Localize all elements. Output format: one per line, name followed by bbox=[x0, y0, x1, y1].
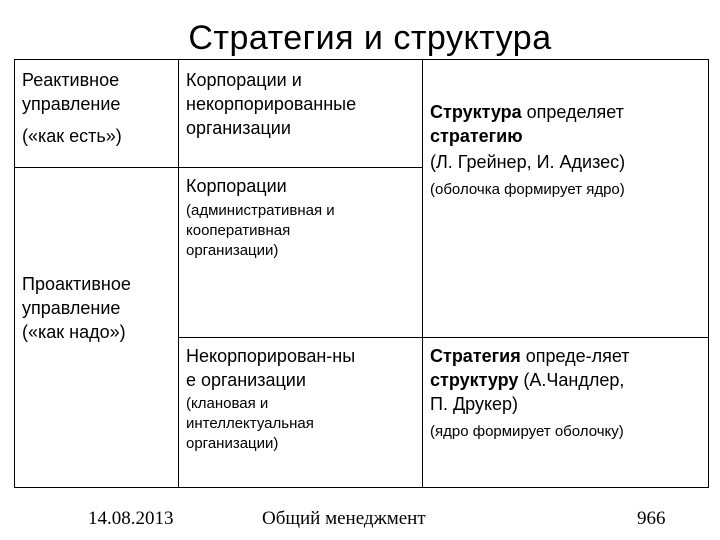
corp-noncorp-line-1: Корпорации и bbox=[186, 70, 302, 90]
structure-line-2 bbox=[430, 124, 701, 148]
corp-noncorp-line-2: некорпорированные bbox=[186, 94, 357, 114]
cell-noncorporate bbox=[179, 338, 423, 488]
table-row bbox=[15, 60, 709, 168]
corporations-heading: Корпорации bbox=[186, 176, 287, 196]
reactive-line-3: («как есть») bbox=[22, 126, 122, 146]
slide-title: Стратегия и структура bbox=[188, 19, 552, 57]
structure-verb: определяет bbox=[521, 102, 624, 122]
strategy-verb: опреде-ляет bbox=[520, 346, 630, 366]
strategy-line-1 bbox=[430, 344, 701, 368]
reactive-line-2: управление bbox=[22, 94, 121, 114]
proactive-line-2: управление bbox=[22, 297, 121, 318]
strategy-line-2 bbox=[430, 368, 701, 392]
noncorporate-line-2: е организации bbox=[186, 370, 306, 390]
cell-corporations-and-noncorporate bbox=[179, 60, 423, 168]
cell-strategy-determines-structure bbox=[423, 338, 709, 488]
corporations-note-1: (административная и bbox=[186, 202, 335, 219]
cell-structure-determines-strategy bbox=[423, 60, 709, 338]
footer-date: 14.08.2013 bbox=[88, 508, 174, 529]
cell-proactive-management bbox=[15, 168, 179, 488]
strategy-authors-1: (А.Чандлер, bbox=[518, 370, 625, 390]
corporations-note-2: кооперативная bbox=[186, 222, 291, 239]
reactive-line-1: Реактивное bbox=[22, 70, 120, 90]
structure-second-bold: структуру bbox=[430, 370, 519, 390]
noncorporate-note-1: (клановая и bbox=[186, 395, 269, 412]
strategy-structure-table bbox=[14, 59, 709, 488]
structure-bold: Структура bbox=[430, 102, 522, 122]
proactive-line-1: Проактивное bbox=[22, 273, 131, 294]
cell-reactive-management bbox=[15, 60, 179, 168]
corp-noncorp-line-3: организации bbox=[186, 118, 291, 138]
strategy-note: (ядро формирует оболочку) bbox=[430, 423, 624, 440]
strategy-first-bold: Стратегия bbox=[430, 346, 521, 366]
noncorporate-note-3: организации) bbox=[186, 435, 279, 452]
footer-course-name: Общий менеджмент bbox=[262, 508, 426, 529]
cell-corporations bbox=[179, 168, 423, 338]
structure-line-1 bbox=[430, 100, 701, 124]
noncorporate-line-1: Некорпорирован-ны bbox=[186, 346, 356, 366]
strategy-authors-2: П. Друкер) bbox=[430, 394, 519, 414]
footer-page-number: 966 bbox=[637, 508, 666, 529]
structure-note: (оболочка формирует ядро) bbox=[430, 181, 625, 198]
structure-authors: (Л. Грейнер, И. Адизес) bbox=[430, 152, 626, 172]
noncorporate-note-2: интеллектуальная bbox=[186, 415, 314, 432]
strategy-bold: стратегию bbox=[430, 126, 523, 146]
corporations-note-3: организации) bbox=[186, 242, 279, 259]
proactive-line-3: («как надо») bbox=[22, 321, 126, 342]
